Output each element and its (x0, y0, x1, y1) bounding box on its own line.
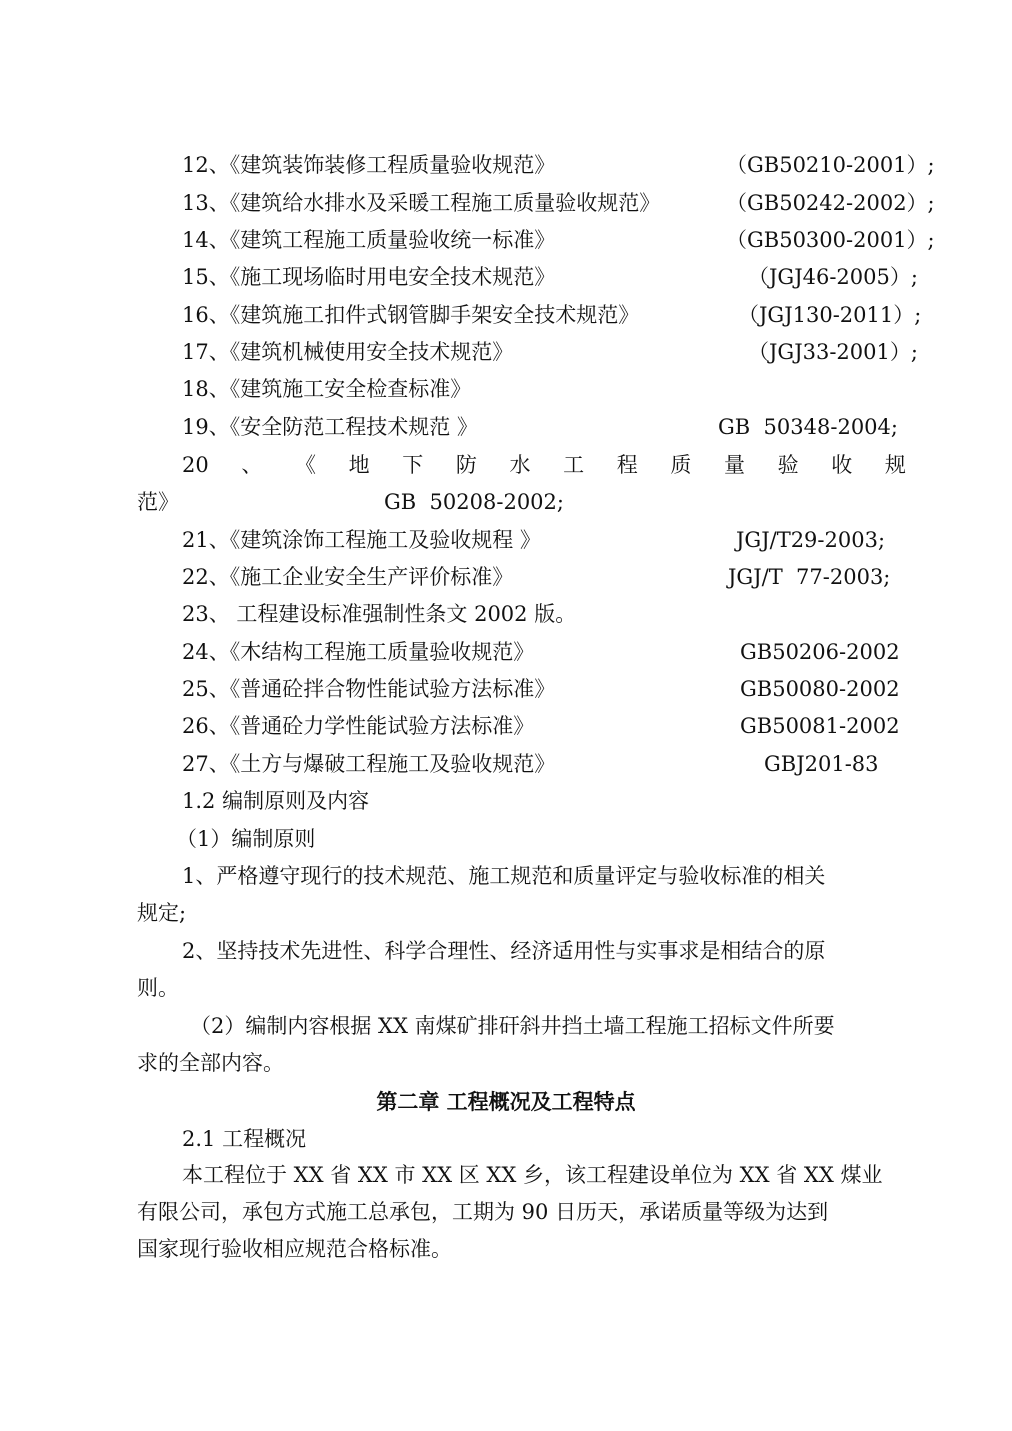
char: 《 (294, 453, 316, 477)
standard-item-25 (182, 674, 555, 704)
char: 工 (563, 453, 585, 477)
paragraph-principle-1 (137, 858, 907, 932)
standard-code-12: （GB50210-2001）; (726, 153, 935, 177)
item-number: 24、 (182, 640, 230, 664)
paragraph-principle-2 (137, 933, 907, 1007)
char: 水 (509, 453, 531, 477)
standard-item-20 (182, 450, 906, 480)
standard-code-20: GB 50208-2002; (384, 490, 564, 514)
item-number: 14、 (182, 228, 230, 252)
standard-item-22 (182, 562, 513, 592)
standard-code-19: GB 50348-2004; (718, 415, 898, 439)
item-number: 19、 (182, 415, 230, 439)
char: 收 (831, 453, 853, 477)
paragraph-line: 求的全部内容。 (137, 1051, 284, 1075)
standard-item-26 (182, 711, 534, 741)
char: 下 (402, 453, 424, 477)
paragraph-line: 则。 (137, 976, 179, 1000)
standard-item-12 (182, 150, 555, 180)
paragraph-line: 2、坚持技术先进性、科学合理性、经济适用性与实事求是相结合的原 (182, 939, 826, 963)
paragraph-line: 本工程位于 XX 省 XX 市 XX 区 XX 乡，该工程建设单位为 XX 省 XX 煤业 (182, 1163, 883, 1187)
standard-item-18 (182, 374, 471, 404)
section-heading-2-1: 2.1 工程概况 (182, 1127, 307, 1151)
item-title: 《普通砼力学性能试验方法标准》 (229, 714, 535, 738)
item-title: 《建筑施工安全检查标准》 (229, 377, 472, 401)
char: 、 (241, 453, 263, 477)
standard-code-13: （GB50242-2002）; (726, 191, 935, 215)
item-title: 工程建设标准强制性条文 2002 版。 (229, 602, 577, 626)
item-title: 《安全防范工程技术规范 》 (229, 415, 478, 439)
item-number: 15、 (182, 265, 230, 289)
item-title: 《建筑给水排水及采暖工程施工质量验收规范》 (229, 191, 661, 215)
item-number: 22、 (182, 565, 230, 589)
standard-code-25: GB50080-2002 (740, 677, 900, 701)
item-number: 16、 (182, 303, 230, 327)
standard-code-24: GB50206-2002 (740, 640, 900, 664)
standard-item-19 (182, 412, 478, 442)
item-number: 25、 (182, 677, 230, 701)
item-number: 26、 (182, 714, 230, 738)
item-title: 《土方与爆破工程施工及验收规范》 (229, 752, 556, 776)
section-heading-1-2: 1.2 编制原则及内容 (182, 789, 370, 813)
paragraph-line: （2）编制内容根据 XX 南煤矿排矸斜井挡土墙工程施工招标文件所要 (190, 1014, 835, 1038)
item-number: 21、 (182, 528, 230, 552)
char: 程 (616, 453, 638, 477)
standard-item-20-tail: 范》 (137, 490, 179, 514)
standard-code-21: JGJ/T29-2003; (736, 528, 886, 552)
item-title: 《普通砼拌合物性能试验方法标准》 (229, 677, 556, 701)
item-number: 12、 (182, 153, 230, 177)
standard-item-15 (182, 262, 555, 292)
item-title: 《建筑机械使用安全技术规范》 (229, 340, 514, 364)
standard-item-13 (182, 188, 660, 218)
paragraph-line: 国家现行验收相应规范合格标准。 (137, 1237, 452, 1261)
item-title: 《施工企业安全生产评价标准》 (229, 565, 514, 589)
standard-item-17 (182, 337, 513, 367)
standard-item-24 (182, 637, 534, 667)
standard-item-14 (182, 225, 555, 255)
char: 规 (884, 453, 906, 477)
standard-item-23 (182, 599, 576, 629)
item-number: 18、 (182, 377, 230, 401)
char: 验 (777, 453, 799, 477)
standard-item-16 (182, 300, 639, 330)
char: 20 (182, 453, 209, 477)
paragraph-overview (137, 1157, 907, 1268)
standard-code-15: （JGJ46-2005）; (748, 265, 918, 289)
item-title: 《木结构工程施工质量验收规范》 (229, 640, 535, 664)
paragraph-line: 有限公司，承包方式施工总承包，工期为 90 日历天，承诺质量等级为达到 (137, 1200, 829, 1224)
standard-item-27 (182, 749, 555, 779)
item-title: 《建筑装饰装修工程质量验收规范》 (229, 153, 556, 177)
char: 质 (670, 453, 692, 477)
item-title: 《施工现场临时用电安全技术规范》 (229, 265, 556, 289)
standard-code-17: （JGJ33-2001）; (748, 340, 918, 364)
item-title: 《建筑涂饰工程施工及验收规程 》 (229, 528, 541, 552)
item-number: 13、 (182, 191, 230, 215)
item-title: 《建筑施工扣件式钢管脚手架安全技术规范》 (229, 303, 640, 327)
standard-code-27: GBJ201-83 (764, 752, 879, 776)
chapter-title: 第二章 工程概况及工程特点 (376, 1089, 636, 1114)
paragraph-content (137, 1008, 907, 1082)
standard-code-26: GB50081-2002 (740, 714, 900, 738)
char: 防 (455, 453, 477, 477)
item-number: 17、 (182, 340, 230, 364)
char: 量 (723, 453, 745, 477)
paragraph-line: 1、严格遵守现行的技术规范、施工规范和质量评定与验收标准的相关 (182, 864, 826, 888)
item-number: 27、 (182, 752, 230, 776)
standard-code-16: （JGJ130-2011）; (738, 303, 922, 327)
item-title: 《建筑工程施工质量验收统一标准》 (229, 228, 556, 252)
subheading-principles: （1）编制原则 (176, 827, 316, 851)
standard-item-21 (182, 525, 541, 555)
standard-code-14: （GB50300-2001）; (726, 228, 935, 252)
char: 地 (348, 453, 370, 477)
item-number: 23、 (182, 602, 230, 626)
paragraph-line: 规定; (137, 901, 187, 925)
standard-code-22: JGJ/T 77-2003; (728, 565, 891, 589)
